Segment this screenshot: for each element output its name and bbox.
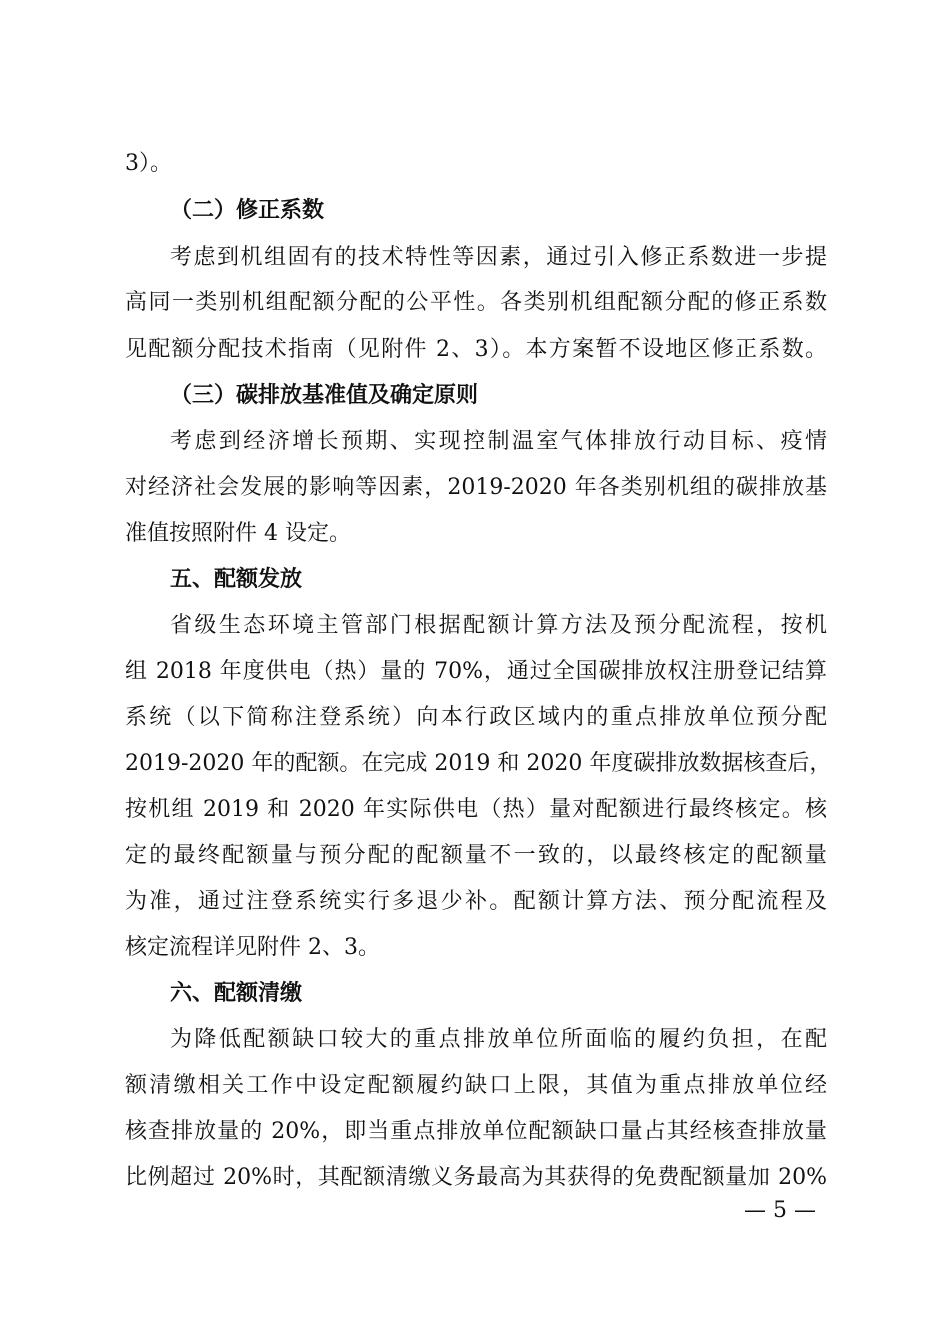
section-heading-allowance-surrender: 六、配额清缴 — [170, 981, 303, 1006]
paragraph-line: 准值按照附件 4 设定。 — [125, 521, 351, 546]
paragraph-line: 考虑到机组固有的技术特性等因素，通过引入修正系数进一步提 — [170, 245, 827, 270]
continuation-text: 3）。 — [125, 151, 172, 176]
paragraph-line: 对经济社会发展的影响等因素，2019-2020 年各类别机组的碳排放基 — [125, 475, 827, 500]
paragraph-line: 省级生态环境主管部门根据配额计算方法及预分配流程，按机 — [170, 613, 827, 638]
paragraph-line: 组 2018 年度供电（热）量的 70%，通过全国碳排放权注册登记结算 — [125, 659, 827, 684]
paragraph-line: 见配额分配技术指南（见附件 2、3）。本方案暂不设地区修正系数。 — [125, 337, 827, 362]
paragraph-line: 为降低配额缺口较大的重点排放单位所面临的履约负担，在配 — [170, 1027, 827, 1052]
paragraph-line: 高同一类别机组配额分配的公平性。各类别机组配额分配的修正系数 — [125, 290, 827, 315]
paragraph-line: 为准，通过注登系统实行多退少补。配额计算方法、预分配流程及 — [125, 889, 827, 914]
paragraph-line: 2019-2020 年的配额。在完成 2019 和 2020 年度碳排放数据核查后， — [125, 751, 832, 776]
paragraph-line: 核查排放量的 20%，即当重点排放单位配额缺口量占其经核查排放量 — [125, 1119, 827, 1144]
paragraph-line: 考虑到经济增长预期、实现控制温室气体排放行动目标、疫情 — [170, 429, 827, 454]
paragraph-line: 比例超过 20%时，其配额清缴义务最高为其获得的免费配额量加 20% — [125, 1165, 827, 1190]
paragraph-line: 额清缴相关工作中设定配额履约缺口上限，其值为重点排放单位经 — [125, 1073, 827, 1098]
paragraph-line: 按机组 2019 和 2020 年实际供电（热）量对配额进行最终核定。核 — [125, 797, 827, 822]
section-heading-emission-benchmark: （三）碳排放基准值及确定原则 — [170, 383, 479, 408]
paragraph-line: 定的最终配额量与预分配的配额量不一致的，以最终核定的配额量 — [125, 843, 827, 868]
page-number: — 5 — — [744, 1198, 816, 1223]
section-heading-correction-coefficient: （二）修正系数 — [170, 198, 325, 223]
paragraph-line: 系统（以下简称注登系统）向本行政区域内的重点排放单位预分配 — [125, 705, 827, 730]
section-heading-allowance-issuance: 五、配额发放 — [170, 567, 303, 592]
paragraph-line: 核定流程详见附件 2、3。 — [125, 935, 380, 960]
